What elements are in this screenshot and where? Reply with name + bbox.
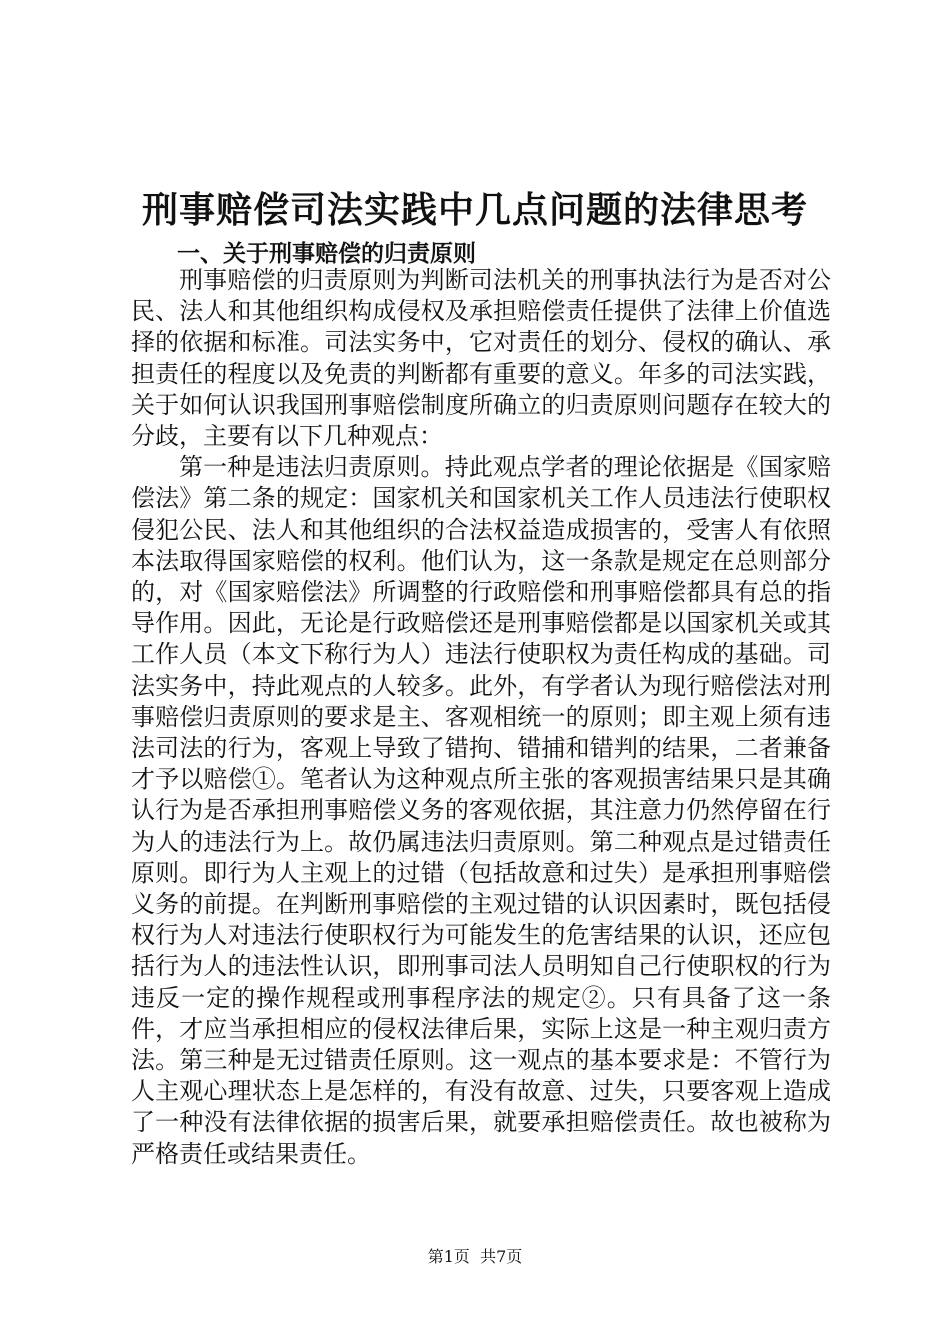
document-body [131, 265, 831, 1170]
paragraph: 刑事赔偿的归责原则为判断司法机关的刑事执法行为是否对公民、法人和其他组织构成侵权及承担赔偿责任提供了法律上价值选择的依据和标准。司法实务中，它对责任的划分、侵权的确认、承担责任的程度以及免责的判断都有重要的意义。年多的司法实践，关于如何认识我国刑事赔偿制度所确立的归责原则问题存在较大的分歧，主要有以下几种观点： [131, 266, 831, 451]
section-heading: 一、关于刑事赔偿的归责原则 [177, 240, 476, 267]
page-number-footer: 第1页 共7页 [427, 1247, 523, 1266]
document-title: 刑事赔偿司法实践中几点问题的法律思考 [141, 189, 808, 231]
paragraph: 第一种是违法归责原则。持此观点学者的理论依据是《国家赔偿法》第二条的规定：国家机关和国家机关工作人员违法行使职权侵犯公民、法人和其他组织的合法权益造成损害的，受害人有依照本法取得国家赔偿的权利。他们认为，这一条款是规定在总则部分的，对《国家赔偿法》所调整的行政赔偿和刑事赔偿都具有总的指导作用。因此，无论是行政赔偿还是刑事赔偿都是以国家机关或其工作人员（本文下称行为人）违法行使职权为责任构成的基础。司法实务中，持此观点的人较多。此外，有学者认为现行赔偿法对刑事赔偿归责原则的要求是主、客观相统一的原则；即主观上须有违法司法的行为，客观上导致了错拘、错捕和错判的结果，二者兼备才予以赔偿①。笔者认为这种观点所主张的客观损害结果只是其确认行为是否承担刑事赔偿义务的客观依据，其注意力仍然停留在行为人的违法行为上。故仍属违法归责原则。第二种观点是过错责任原则。即行为人主观上的过错（包括故意和过失）是承担刑事赔偿义务的前提。在判断刑事赔偿的主观过错的认识因素时，既包括侵权行为人对违法行使职权行为可能发生的危害结果的认识，还应包括行为人的违法性认识，即刑事司法人员明知自己行使职权的行为违反一定的操作规程或刑事程序法的规定②。只有具备了这一条件，才应当承担相应的侵权法律后果，实际上这是一种主观归责方法。第三种是无过错责任原则。这一观点的基本要求是：不管行为人主观心理状态上是怎样的，有没有故意、过失，只要客观上造成了一种没有法律依据的损害后果，就要承担赔偿责任。故也被称为严格责任或结果责任。 [131, 453, 831, 1168]
